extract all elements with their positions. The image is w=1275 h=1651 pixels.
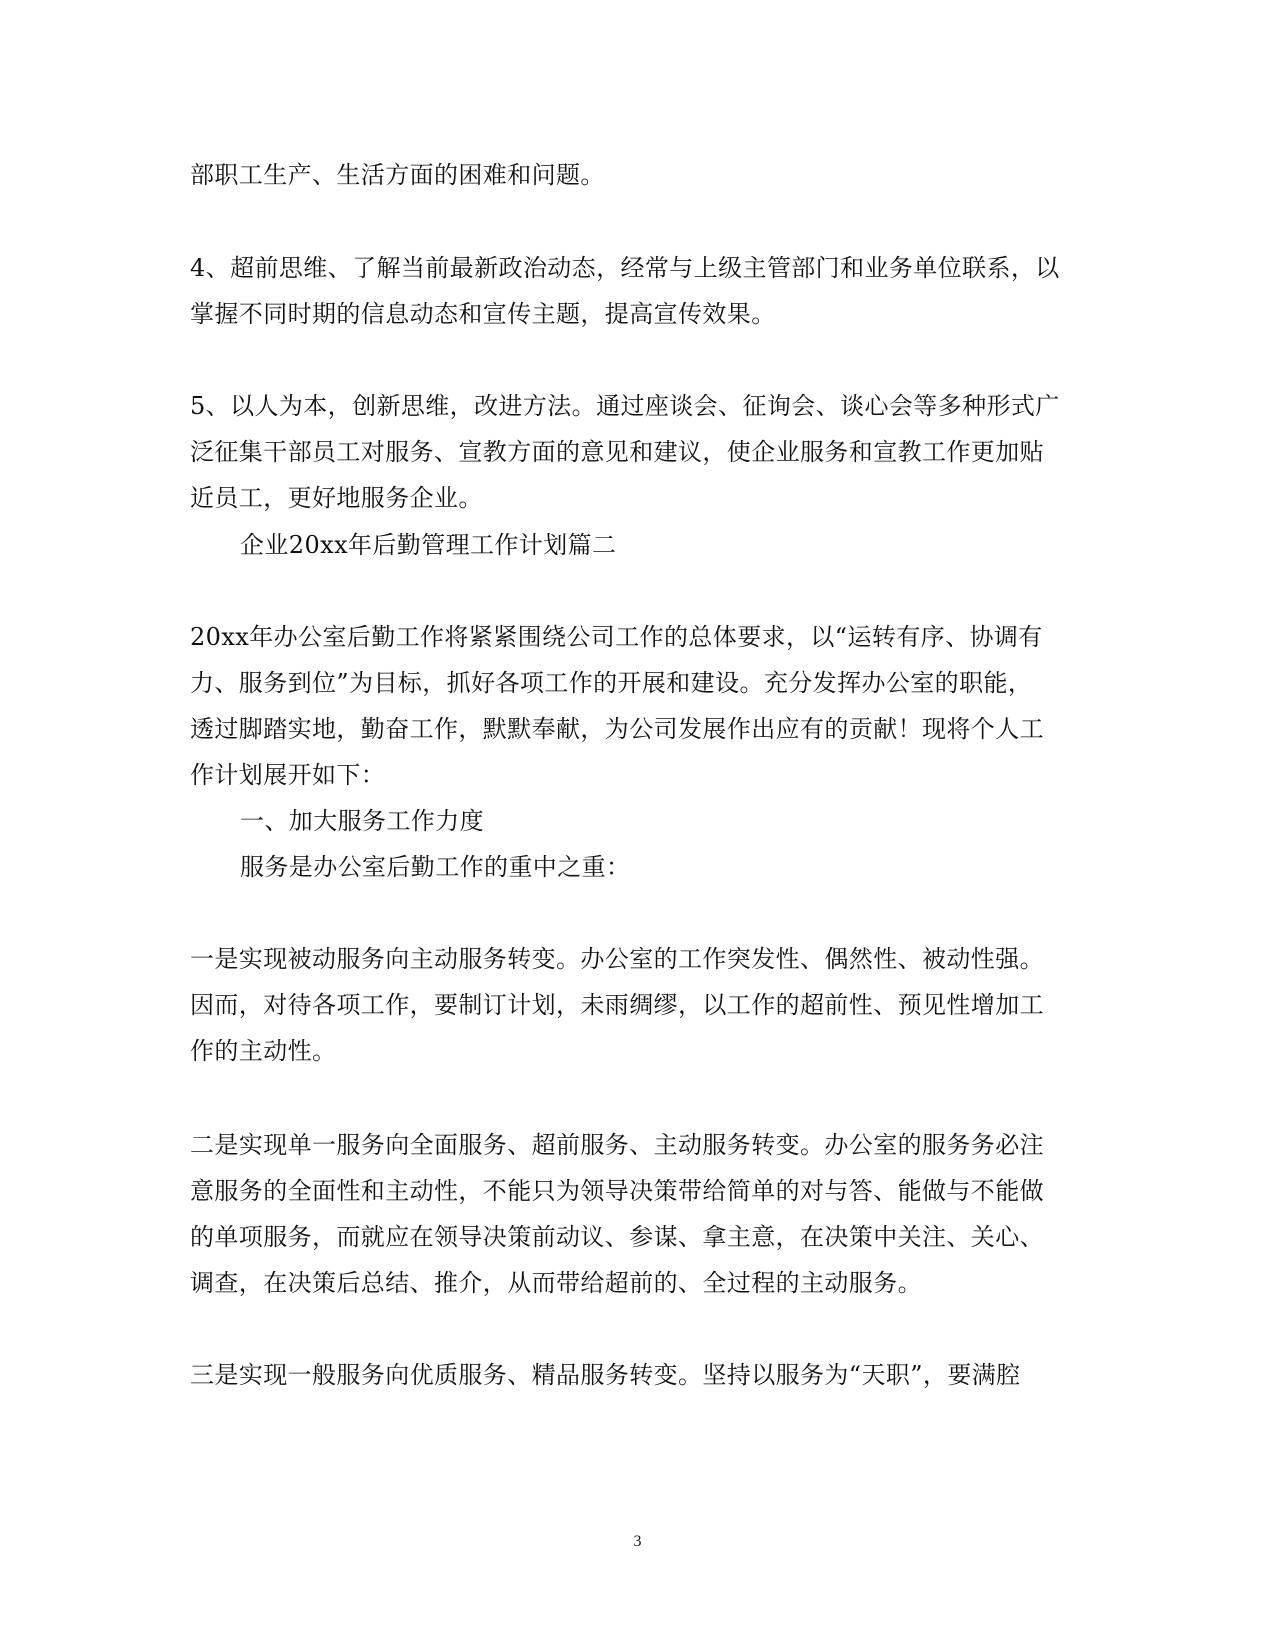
subsection-heading: 一、加大服务工作力度 (240, 807, 484, 835)
paragraph-line: 作计划展开如下： (190, 761, 386, 789)
paragraph-line: 力、服务到位”为目标，抓好各项工作的开展和建设。充分发挥办公室的职能， (190, 669, 1033, 697)
paragraph-line: 一是实现被动服务向主动服务转变。办公室的工作突发性、偶然性、被动性强。 (190, 945, 1044, 973)
paragraph-line: 三是实现一般服务向优质服务、精品服务转变。坚持以服务为“天职”，要满腔 (190, 1361, 1021, 1389)
paragraph-line: 二是实现单一服务向全面服务、超前服务、主动服务转变。办公室的服务务必注 (190, 1131, 1044, 1159)
paragraph-line: 因而，对待各项工作，要制订计划，未雨绸缪，以工作的超前性、预见性增加工 (190, 991, 1044, 1019)
paragraph-line: 作的主动性。 (190, 1037, 337, 1065)
paragraph-line: 意服务的全面性和主动性，不能只为领导决策带给简单的对与答、能做与不能做 (190, 1177, 1044, 1205)
paragraph-line: 的单项服务，而就应在领导决策前动议、参谋、拿主意，在决策中关注、关心、 (190, 1223, 1044, 1251)
page-number: 3 (633, 1533, 642, 1550)
paragraph-line: 掌握不同时期的信息动态和宣传主题，提高宣传效果。 (190, 300, 776, 328)
paragraph-line: 20xx年办公室后勤工作将紧紧围绕公司工作的总体要求，以“运转有序、协调有 (190, 623, 1043, 651)
paragraph-line: 泛征集干部员工对服务、宣教方面的意见和建议，使企业服务和宣教工作更加贴 (190, 438, 1044, 466)
paragraph-line: 调查，在决策后总结、推介，从而带给超前的、全过程的主动服务。 (190, 1269, 922, 1297)
paragraph-line: 4、超前思维、了解当前最新政治动态，经常与上级主管部门和业务单位联系，以 (190, 254, 1060, 282)
paragraph-line: 服务是办公室后勤工作的重中之重： (240, 853, 631, 881)
paragraph-line: 透过脚踏实地，勤奋工作，默默奉献，为公司发展作出应有的贡献！现将个人工 (190, 715, 1044, 743)
paragraph-line: 近员工，更好地服务企业。 (190, 484, 483, 512)
paragraph-line: 部职工生产、生活方面的困难和问题。 (190, 161, 605, 189)
section-heading: 企业20xx年后勤管理工作计划篇二 (240, 531, 617, 559)
paragraph-line: 5、以人为本，创新思维，改进方法。通过座谈会、征询会、谈心会等多种形式广 (190, 392, 1060, 420)
